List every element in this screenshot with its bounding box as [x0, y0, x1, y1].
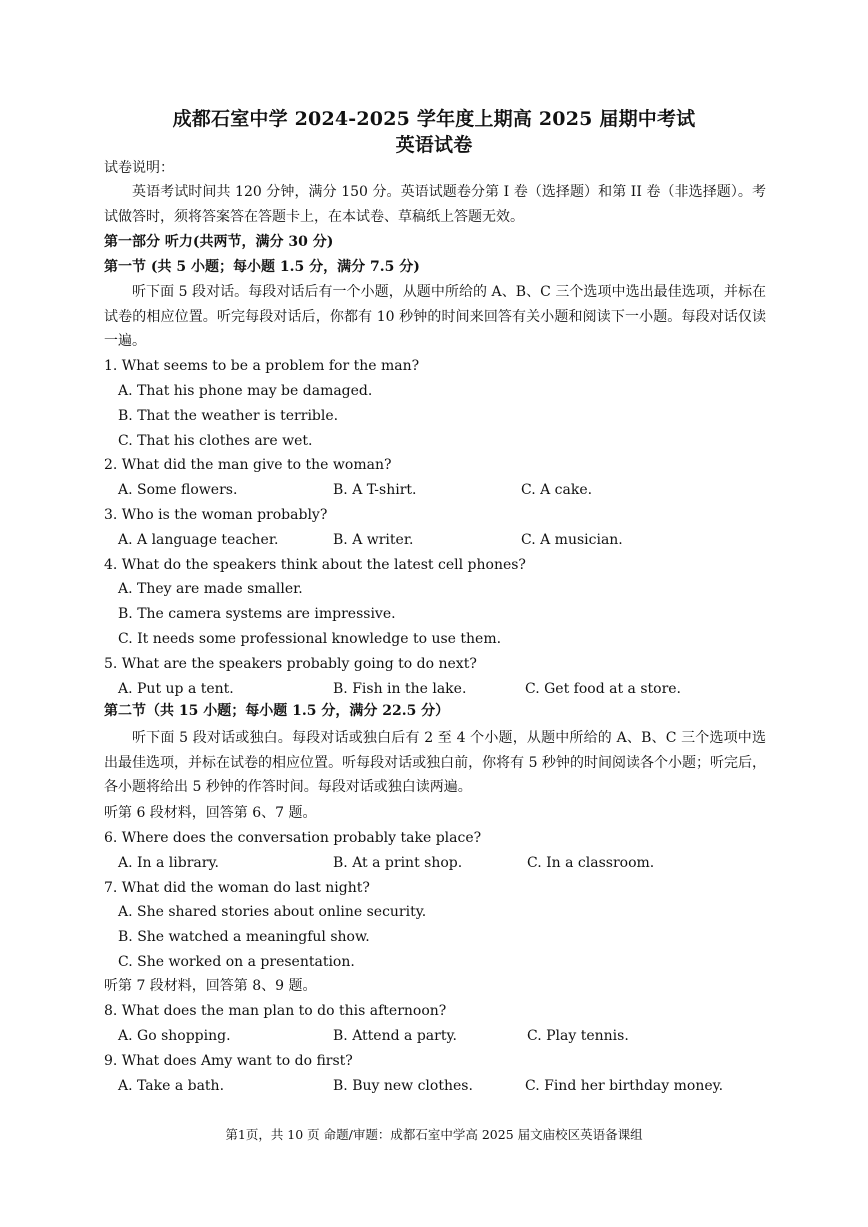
question-4-option-b: B. The camera systems are impressive.	[118, 606, 396, 622]
material-7-label: 听第 7 段材料，回答第 8、9 题。	[104, 978, 317, 994]
question-7-option-c: C. She worked on a presentation.	[118, 954, 355, 970]
question-5-option-a: A. Put up a tent.	[118, 681, 234, 697]
question-4-option-a: A. They are made smaller.	[118, 581, 303, 597]
question-1-stem: 1. What seems to be a problem for the man?	[104, 358, 420, 374]
question-6-option-b: B. At a print shop.	[333, 855, 463, 871]
instructions-label: 试卷说明：	[104, 160, 174, 176]
question-3-stem: 3. Who is the woman probably?	[104, 507, 328, 523]
question-7-option-a: A. She shared stories about online security.	[118, 904, 427, 920]
question-7-stem: 7. What did the woman do last night?	[104, 880, 370, 896]
question-3-option-c: C. A musician.	[521, 532, 623, 548]
question-8-option-c: C. Play tennis.	[527, 1028, 629, 1044]
exam-title: 成都石室中学 2024-2025 学年度上期高 2025 届期中考试	[172, 108, 696, 130]
question-6-option-c: C. In a classroom.	[527, 855, 655, 871]
question-2-option-a: A. Some flowers.	[118, 482, 238, 498]
question-9-stem: 9. What does Amy want to do first?	[104, 1053, 353, 1069]
question-6-stem: 6. Where does the conversation probably take place?	[104, 830, 482, 846]
question-3-option-b: B. A writer.	[333, 532, 414, 548]
question-2-option-c: C. A cake.	[521, 482, 593, 498]
section1-directions: 听下面 5 段对话。每段对话后有一个小题，从题中所给的 A、B、C 三个选项中选出最佳选项，并标在试卷的相应位置。听完每段对话后，你都有 10 秒钟的时间来回答有关小题和阅读下一小题。每段对话仅读一遍。	[104, 284, 766, 350]
question-1-option-c: C. That his clothes are wet.	[118, 433, 313, 449]
question-9-option-b: B. Buy new clothes.	[333, 1078, 473, 1094]
question-5-stem: 5. What are the speakers probably going to do next?	[104, 656, 477, 672]
question-9-option-a: A. Take a bath.	[118, 1078, 225, 1094]
section2-directions: 听下面 5 段对话或独白。每段对话或独白后有 2 至 4 个小题，从题中所给的 A、B、C 三个选项中选出最佳选项，并标在试卷的相应位置。听每段对话或独白前，你将有 5 秒钟的时间阅读各个小题；听完后，各小题将给出 5 秒钟的作答时间。每段对话或独白读两遍。	[104, 730, 766, 796]
question-4-option-c: C. It needs some professional knowledge to use them.	[118, 631, 502, 647]
question-7-option-b: B. She watched a meaningful show.	[118, 929, 370, 945]
instructions-text: 英语考试时间共 120 分钟，满分 150 分。英语试题卷分第 I 卷（选择题）和第 II 卷（非选择题）。考试做答时，须将答案答在答题卡上，在本试卷、草稿纸上答题无效。	[104, 184, 766, 225]
exam-subtitle: 英语试卷	[395, 134, 473, 156]
question-4-stem: 4. What do the speakers think about the latest cell phones?	[104, 557, 526, 573]
question-3-option-a: A. A language teacher.	[118, 532, 279, 548]
section1-title: 第一节 (共 5 小题；每小题 1.5 分，满分 7.5 分)	[104, 259, 420, 275]
question-5-option-b: B. Fish in the lake.	[333, 681, 467, 697]
section2-title: 第二节（共 15 小题；每小题 1.5 分，满分 22.5 分）	[104, 703, 450, 719]
question-8-stem: 8. What does the man plan to do this afternoon?	[104, 1003, 447, 1019]
part1-title: 第一部分 听力(共两节，满分 30 分)	[104, 234, 334, 250]
question-2-stem: 2. What did the man give to the woman?	[104, 457, 392, 473]
question-8-option-b: B. Attend a party.	[333, 1028, 457, 1044]
question-1-option-b: B. That the weather is terrible.	[118, 408, 339, 424]
question-8-option-a: A. Go shopping.	[118, 1028, 231, 1044]
question-5-option-c: C. Get food at a store.	[525, 681, 681, 697]
material-6-label: 听第 6 段材料，回答第 6、7 题。	[104, 805, 317, 821]
question-1-option-a: A. That his phone may be damaged.	[118, 383, 373, 399]
question-6-option-a: A. In a library.	[118, 855, 219, 871]
question-9-option-c: C. Find her birthday money.	[525, 1078, 724, 1094]
page-footer: 第1页，共 10 页 命题/审题：成都石室中学高 2025 届文庙校区英语备课组	[225, 1127, 643, 1142]
question-2-option-b: B. A T-shirt.	[333, 482, 417, 498]
